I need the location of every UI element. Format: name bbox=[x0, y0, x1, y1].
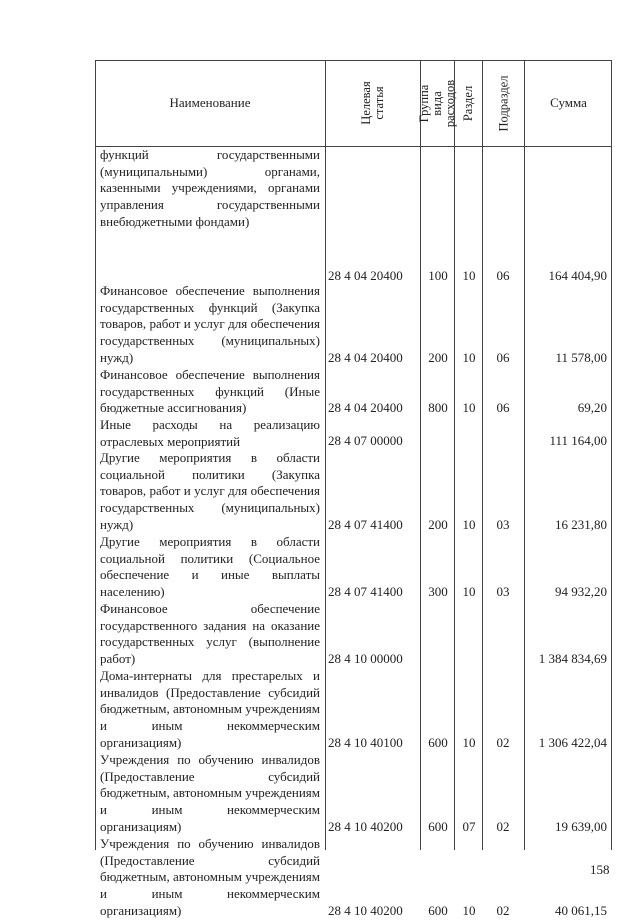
table-row bbox=[95, 450, 612, 534]
row-group: 600 bbox=[428, 819, 448, 835]
row-name: Учреждения по обучению инвалидов (Предоставление субсидий бюджетным, автономным учреждениям и иным некоммерческим организациям) bbox=[100, 836, 320, 918]
table-row bbox=[95, 367, 612, 417]
row-section: 10 bbox=[462, 268, 476, 284]
row-subsection: 06 bbox=[496, 350, 510, 366]
row-group: 600 bbox=[428, 735, 448, 751]
row-sum: 40 061,15 bbox=[555, 903, 607, 919]
row-code: 28 4 07 41400 bbox=[328, 584, 403, 600]
row-group: 200 bbox=[428, 517, 448, 533]
header-code: Целевая статья bbox=[359, 81, 386, 125]
table-row bbox=[95, 752, 612, 836]
row-sum: 111 164,00 bbox=[549, 433, 607, 449]
row-name: Другие мероприятия в области социальной политики (Социальное обеспечение и иные выплаты населению) bbox=[100, 534, 320, 600]
row-subsection: 02 bbox=[496, 819, 510, 835]
row-code: 28 4 04 20400 bbox=[328, 400, 403, 416]
header-sum: Сумма bbox=[550, 95, 587, 110]
table-row bbox=[95, 283, 612, 367]
row-sum: 94 932,20 bbox=[555, 584, 607, 600]
header-code-cell bbox=[326, 60, 420, 146]
row-sum: 1 306 422,04 bbox=[538, 735, 607, 751]
row-code: 28 4 10 40100 bbox=[328, 735, 403, 751]
row-code: 28 4 10 00000 bbox=[328, 651, 403, 667]
row-subsection: 06 bbox=[496, 268, 510, 284]
row-sum: 11 578,00 bbox=[555, 350, 607, 366]
row-section: 10 bbox=[462, 400, 476, 416]
header-subsection-cell bbox=[483, 60, 524, 146]
row-code: 28 4 04 20400 bbox=[328, 350, 403, 366]
row-name: Финансовое обеспечение выполнения государственных функций (Закупка товаров, работ и услуг для обеспечения государственных (муниципальных) нужд) bbox=[100, 283, 320, 365]
table-row bbox=[95, 836, 612, 920]
row-sum: 69,20 bbox=[577, 400, 607, 416]
page-number: 158 bbox=[590, 862, 610, 877]
row-name: Финансовое обеспечение государственного задания на оказание государственных услуг (выполнение работ) bbox=[100, 601, 320, 667]
row-subsection: 02 bbox=[496, 735, 510, 751]
row-code: 28 4 10 40200 bbox=[328, 819, 403, 835]
row-code: 28 4 04 20400 bbox=[328, 268, 403, 284]
row-sum: 164 404,90 bbox=[548, 268, 607, 284]
row-sum: 19 639,00 bbox=[555, 819, 607, 835]
row-sum: 16 231,80 bbox=[555, 517, 607, 533]
row-name: Иные расходы на реализацию отраслевых мероприятий bbox=[100, 417, 320, 449]
row-name: Учреждения по обучению инвалидов (Предоставление субсидий бюджетным, автономным учреждениям и иным некоммерческим организациям) bbox=[100, 752, 320, 834]
row-section: 10 bbox=[462, 903, 476, 919]
row-name: Другие мероприятия в области социальной политики (Закупка товаров, работ и услуг для обеспечения государственных (муниципальных) нужд) bbox=[100, 450, 320, 532]
header-name: Наименование bbox=[169, 95, 251, 110]
row-subsection: 02 bbox=[496, 903, 510, 919]
table-row bbox=[95, 601, 612, 668]
row-sum: 1 384 834,69 bbox=[538, 651, 607, 667]
row-group: 600 bbox=[428, 903, 448, 919]
row-code: 28 4 07 00000 bbox=[328, 433, 403, 449]
row-section: 07 bbox=[462, 819, 476, 835]
header-section-cell bbox=[455, 60, 482, 146]
table-row bbox=[95, 534, 612, 601]
row-subsection: 03 bbox=[496, 517, 510, 533]
row-name: функций государственными (муниципальными) органами, казенными учреждениями, органами управления государственными внебюджетными фондами) bbox=[100, 147, 320, 229]
table-row bbox=[95, 417, 612, 450]
row-name: Финансовое обеспечение выполнения государственных функций (Иные бюджетные ассигнования) bbox=[100, 367, 320, 416]
table-row bbox=[95, 668, 612, 752]
row-section: 10 bbox=[462, 735, 476, 751]
row-code: 28 4 07 41400 bbox=[328, 517, 403, 533]
header-section: Раздел bbox=[461, 85, 476, 121]
table-row bbox=[95, 147, 612, 283]
row-group: 300 bbox=[428, 584, 448, 600]
row-section: 10 bbox=[462, 350, 476, 366]
row-code: 28 4 10 40200 bbox=[328, 903, 403, 919]
row-group: 100 bbox=[428, 268, 448, 284]
row-section: 10 bbox=[462, 584, 476, 600]
row-name: Дома-интернаты для престарелых и инвалидов (Предоставление субсидий бюджетным, автономным учреждениям и иным некоммерческим организациям) bbox=[100, 668, 320, 750]
row-section: 10 bbox=[462, 517, 476, 533]
header-group-cell bbox=[417, 60, 458, 146]
row-group: 800 bbox=[428, 400, 448, 416]
header-group: Группа вида расходов bbox=[417, 79, 458, 127]
row-subsection: 03 bbox=[496, 584, 510, 600]
row-group: 200 bbox=[428, 350, 448, 366]
row-subsection: 06 bbox=[496, 400, 510, 416]
header-subsection: Подраздел bbox=[496, 75, 510, 131]
